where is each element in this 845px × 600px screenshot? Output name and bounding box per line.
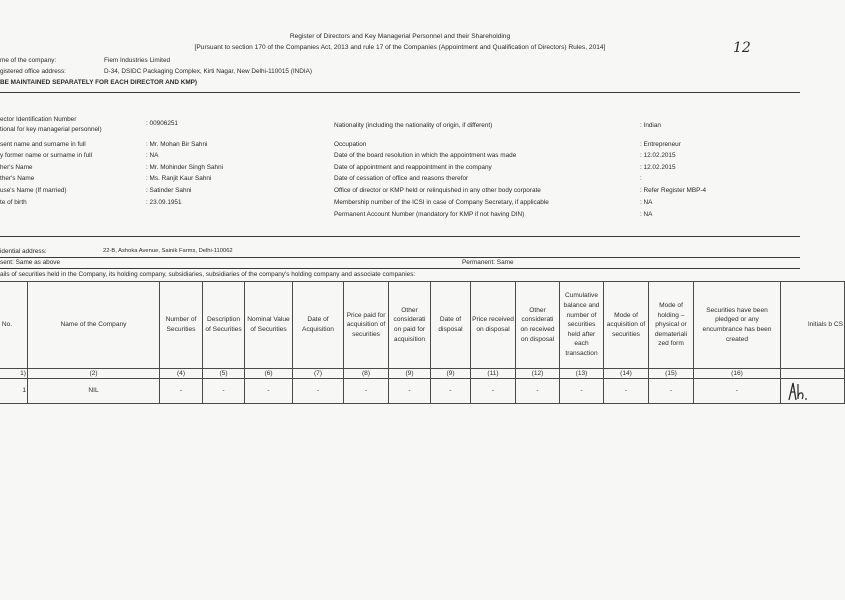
column-number: (9) bbox=[431, 369, 471, 379]
securities-table bbox=[0, 281, 845, 404]
column-header: Name of the Company bbox=[28, 282, 160, 369]
father-name-label: her's Name bbox=[0, 164, 33, 171]
table-cell: - bbox=[389, 379, 431, 404]
column-number: (7) bbox=[293, 369, 344, 379]
company-name-value: Fiem Industries Limited bbox=[104, 57, 171, 64]
pan-value: : NA bbox=[640, 211, 653, 218]
column-number: (6) bbox=[245, 369, 293, 379]
table-cell: NIL bbox=[28, 379, 160, 404]
table-cell: - bbox=[245, 379, 293, 404]
present-name-label: sent name and surname in full bbox=[0, 141, 86, 148]
cessation-value: : bbox=[640, 175, 642, 182]
table-cell: - bbox=[604, 379, 649, 404]
din-value: : 00906251 bbox=[146, 120, 178, 127]
signature-cell bbox=[781, 379, 845, 404]
din-label-line2: tional for key managerial personnel) bbox=[0, 126, 102, 133]
mother-name-value: : Ms. Ranjit Kaur Sahni bbox=[146, 175, 212, 182]
column-number bbox=[781, 369, 845, 379]
former-name-value: : NA bbox=[146, 152, 159, 159]
former-name-label: y former name or surname in full bbox=[0, 152, 92, 159]
table-row bbox=[0, 379, 845, 404]
din-label-line1: ector Identification Number bbox=[0, 116, 77, 123]
address-divider bbox=[0, 236, 800, 237]
column-header: Mode of holding – physical or demateriali zed form bbox=[649, 282, 694, 369]
handwritten-page-number: 12 bbox=[733, 40, 751, 56]
board-resolution-label: Date of the board resolution in which the appointment was made bbox=[334, 152, 517, 159]
pan-label: Permanent Account Number (mandatory for KMP if not having DIN) bbox=[334, 211, 525, 218]
table-cell: - bbox=[649, 379, 694, 404]
table-cell: - bbox=[344, 379, 389, 404]
column-header: Initials b CS bbox=[781, 282, 845, 369]
column-number: 1) bbox=[0, 369, 28, 379]
column-header: Mode of acquisition of securities bbox=[604, 282, 649, 369]
securities-caption: ails of securities held in the Company, its holding company, subsidiaries, subsidiaries of the company's holding company and associate companies: bbox=[0, 271, 416, 278]
permanent-address: Permanent: Same bbox=[462, 259, 514, 266]
address-row-line bbox=[0, 257, 800, 258]
registered-office-label: gistered office address: bbox=[0, 68, 66, 75]
present-name-value: : Mr. Mohan Bir Sahni bbox=[146, 141, 208, 148]
column-number: (8) bbox=[344, 369, 389, 379]
column-header: Other considerati on paid for acquisition bbox=[389, 282, 431, 369]
column-header: Price received on disposal bbox=[471, 282, 516, 369]
present-address: sent: Same as above bbox=[0, 259, 61, 266]
table-cell: - bbox=[293, 379, 344, 404]
nationality-label: Nationality (including the nationality of origin, if different) bbox=[334, 122, 493, 129]
column-number-row bbox=[0, 369, 845, 379]
other-office-label: Office of director or KMP held or relinquished in any other body corporate bbox=[334, 187, 541, 194]
column-header: Nominal Value of Securities bbox=[245, 282, 293, 369]
cessation-label: Date of cessation of office and reasons therefor bbox=[334, 175, 469, 182]
column-number: (5) bbox=[203, 369, 245, 379]
table-cell: - bbox=[203, 379, 245, 404]
column-number: (15) bbox=[649, 369, 694, 379]
table-cell: - bbox=[471, 379, 516, 404]
column-number: (9) bbox=[389, 369, 431, 379]
appointment-date-label: Date of appointment and reappointment in the company bbox=[334, 164, 492, 171]
column-number: (4) bbox=[160, 369, 203, 379]
other-office-value: : Refer Register MBP-4 bbox=[640, 187, 707, 194]
company-name-label: me of the company: bbox=[0, 57, 57, 64]
maintenance-notice: BE MAINTAINED SEPARATELY FOR EACH DIRECTOR AND KMP) bbox=[0, 79, 198, 86]
table-cell: - bbox=[431, 379, 471, 404]
nationality-value: : Indian bbox=[640, 122, 661, 129]
spouse-name-value: : Satinder Sahni bbox=[146, 187, 192, 194]
appointment-date-value: : 12.02.2015 bbox=[640, 164, 676, 171]
mother-name-label: ther's Name bbox=[0, 175, 35, 182]
column-header: Other considerati on received on disposal bbox=[516, 282, 560, 369]
register-subtitle: [Pursuant to section 170 of the Companies Act, 2013 and rule 17 of the Companies (Appointment and Qualification of Directors) Rules, 2014] bbox=[194, 44, 606, 51]
column-header: Number of Securities bbox=[160, 282, 203, 369]
table-cell: - bbox=[516, 379, 560, 404]
column-header: Securities have been pledged or any encumbrance has been created bbox=[694, 282, 781, 369]
father-name-value: : Mr. Mohinder Singh Sahni bbox=[146, 164, 224, 171]
date-of-birth-label: te of birth bbox=[0, 199, 27, 206]
occupation-value: : Entrepreneur bbox=[640, 141, 681, 148]
table-cell: 1 bbox=[0, 379, 28, 404]
column-number: (14) bbox=[604, 369, 649, 379]
column-header: Date of Acquisition bbox=[293, 282, 344, 369]
spouse-name-label: use's Name (If married) bbox=[0, 187, 67, 194]
column-header: No. bbox=[0, 282, 28, 369]
present-row-line bbox=[0, 268, 800, 269]
column-number: (13) bbox=[560, 369, 604, 379]
occupation-label: Occupation bbox=[334, 141, 367, 148]
column-number: (2) bbox=[28, 369, 160, 379]
handwritten-initials bbox=[783, 380, 823, 402]
register-title: Register of Directors and Key Managerial Personnel and their Shareholding bbox=[289, 33, 511, 40]
board-resolution-value: : 12.02.2015 bbox=[640, 152, 676, 159]
column-header: Date of disposal bbox=[431, 282, 471, 369]
registered-office-value: D-34, DSIDC Packaging Complex, Kirti Nagar, New Delhi-110015 (INDIA) bbox=[104, 68, 313, 75]
column-number: (16) bbox=[694, 369, 781, 379]
residential-address-label: idential address: bbox=[0, 248, 47, 255]
column-number: (11) bbox=[471, 369, 516, 379]
date-of-birth-value: : 23.09.1951 bbox=[146, 199, 182, 206]
icsi-membership-label: Membership number of the ICSI in case of Company Secretary, if applicable bbox=[334, 199, 549, 206]
column-header: Cumulative balance and number of securities held after each transaction bbox=[560, 282, 604, 369]
column-header: Price paid for acquisition of securities bbox=[344, 282, 389, 369]
residential-address-value: 22-B, Ashoka Avenue, Sainik Farms, Delhi-110062 bbox=[103, 248, 233, 254]
icsi-membership-value: : NA bbox=[640, 199, 653, 206]
column-header: Description of Securities bbox=[203, 282, 245, 369]
table-cell: - bbox=[560, 379, 604, 404]
column-number: (12) bbox=[516, 369, 560, 379]
table-header-row bbox=[0, 282, 845, 369]
table-cell: - bbox=[160, 379, 203, 404]
section-divider bbox=[0, 92, 800, 93]
table-cell: - bbox=[694, 379, 781, 404]
